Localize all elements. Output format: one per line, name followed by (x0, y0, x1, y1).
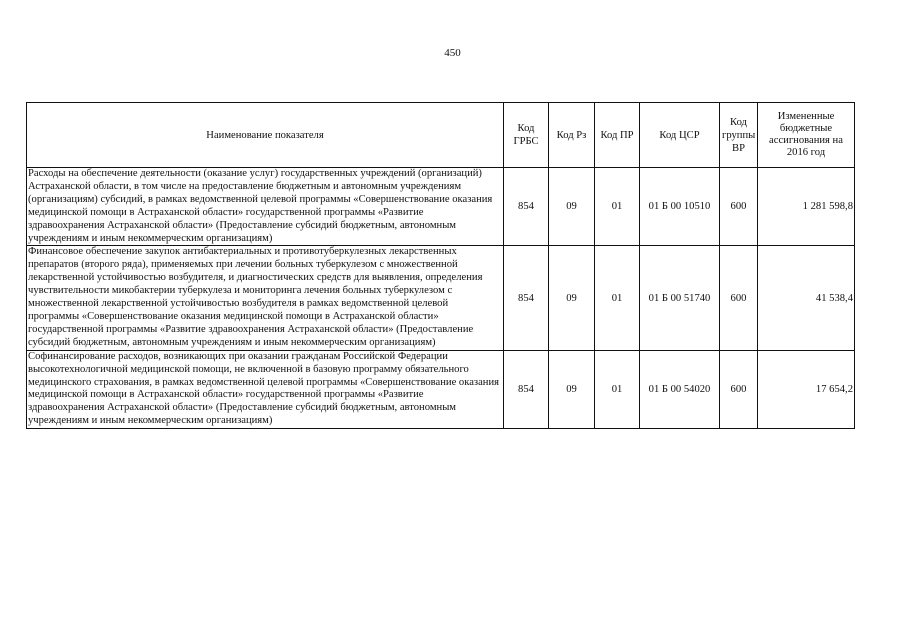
row-grbs: 854 (504, 350, 549, 428)
header-vr: Код группы ВР (720, 103, 758, 168)
row-pr: 01 (595, 350, 640, 428)
table-row (27, 350, 855, 428)
row-csr: 01 Б 00 10510 (640, 168, 720, 246)
row-rz: 09 (549, 168, 595, 246)
header-amount: Измененные бюджетные ассигнования на 2016 год (758, 103, 855, 168)
row-csr: 01 Б 00 51740 (640, 246, 720, 350)
budget-table (26, 102, 855, 429)
row-rz: 09 (549, 350, 595, 428)
row-grbs: 854 (504, 168, 549, 246)
row-vr: 600 (720, 246, 758, 350)
row-csr: 01 Б 00 54020 (640, 350, 720, 428)
table-row (27, 246, 855, 350)
row-name: Софинансирование расходов, возникающих при оказании гражданам Российской Федерации высокотехнологичной медицинской помощи, не включенной в базовую программу обязательного медицинского страхования, в рамках ведомственной целевой программы «Совершенствование оказания медицинской помощи в Астраханской области» государственной программы «Развитие здравоохранения Астраханской области» (Предоставление субсидий бюджетным, автономным учреждениям и иным некоммерческим организациям) (27, 350, 504, 428)
table-row (27, 168, 855, 246)
header-csr: Код ЦСР (640, 103, 720, 168)
header-grbs: Код ГРБС (504, 103, 549, 168)
row-pr: 01 (595, 168, 640, 246)
row-vr: 600 (720, 350, 758, 428)
row-grbs: 854 (504, 246, 549, 350)
row-vr: 600 (720, 168, 758, 246)
row-amount: 17 654,2 (758, 350, 855, 428)
row-rz: 09 (549, 246, 595, 350)
row-name: Финансовое обеспечение закупок антибактериальных и противотуберкулезных лекарственных препаратов (второго ряда), применяемых при лечении больных туберкулезом с множественной лекарственной устойчивостью возбудителя, и диагностических средств для выявления, определения чувствительности микобактерии туберкулеза и мониторинга лечения больных туберкулезом с множественной лекарственной устойчивостью возбудителя в рамках ведомственной целевой программы «Совершенствование оказания медицинской помощи в Астраханской области» государственной программы «Развитие здравоохранения Астраханской области» (Предоставление субсидий бюджетным, автономным учреждениям и иным некоммерческим организациям) (27, 246, 504, 350)
row-amount: 1 281 598,8 (758, 168, 855, 246)
header-pr: Код ПР (595, 103, 640, 168)
row-pr: 01 (595, 246, 640, 350)
row-name: Расходы на обеспечение деятельности (оказание услуг) государственных учреждений (организаций) Астраханской области, в том числе на предоставление бюджетным и автономным учреждениям (организациям) субсидий, в рамках ведомственной целевой программы «Совершенствование оказания медицинской помощи в Астраханской области» государственной программы «Развитие здравоохранения Астраханской области» (Предоставление субсидий бюджетным, автономным учреждениям и иным некоммерческим организациям) (27, 168, 504, 246)
page-number: 450 (444, 47, 461, 59)
table-header-row (27, 103, 855, 168)
header-rz: Код Рз (549, 103, 595, 168)
header-name: Наименование показателя (27, 103, 504, 168)
row-amount: 41 538,4 (758, 246, 855, 350)
